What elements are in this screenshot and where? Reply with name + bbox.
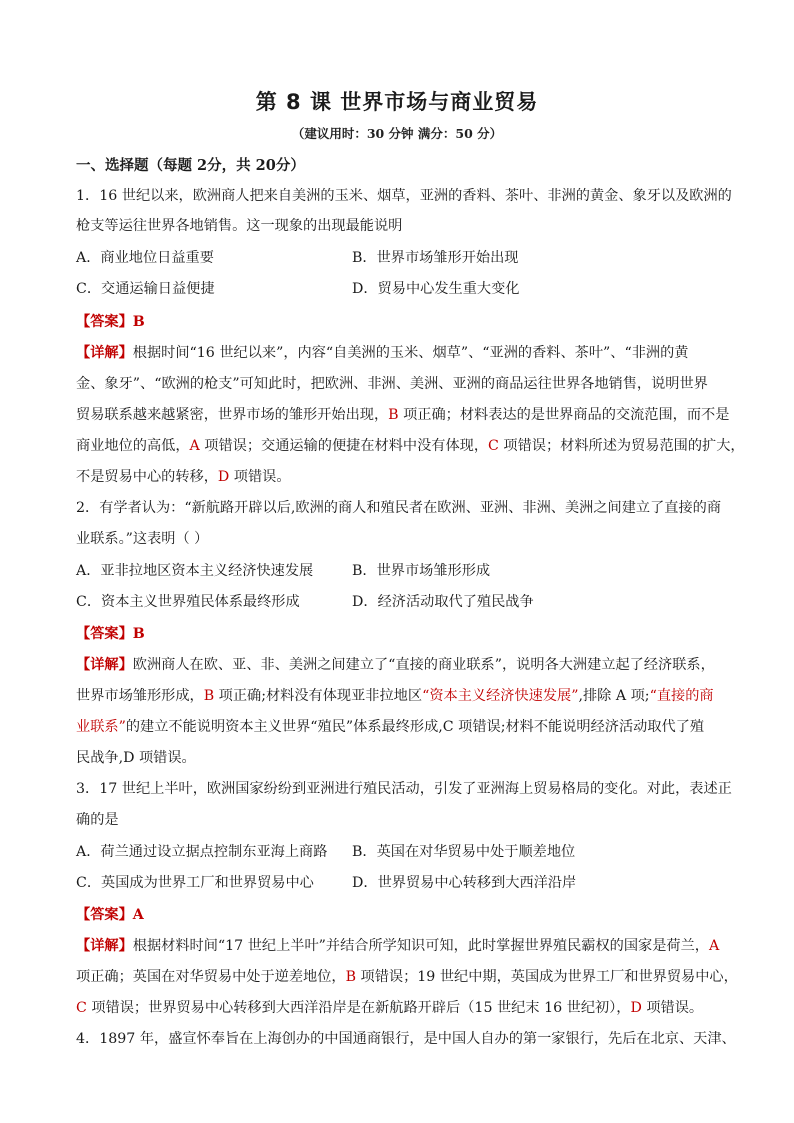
q1-stem-line-2: 枪支等运往世界各地销售。这一现象的出现最能说明: [76, 218, 403, 234]
q2-stem-line-1: 2．有学者认为：“新航路开辟以后,欧洲的商人和殖民者在欧洲、亚洲、非洲、美洲之间建立了直接的商: [76, 500, 722, 516]
q4-stem-line-1: 4．1897 年，盛宣怀奉旨在上海创办的中国通商银行，是中国人自办的第一家银行，先后在北京、天津、: [76, 1031, 736, 1047]
q3-answer: [76, 905, 144, 925]
q2-detail-line-1: 【详解】欧洲商人在欧、亚、非、美洲之间建立了“直接的商业联系”，说明各大洲建立起了经济联系，: [76, 657, 715, 673]
q2-option-c: C．资本主义世界殖民体系最终形成: [76, 594, 300, 610]
q3-detail-line-1: 【详解】根据材料时间“17 世纪上半叶”并结合所学知识可知，此时掌握世界殖民霸权的国家是荷兰，A: [76, 938, 720, 954]
q2-detail-line-4: 民战争,D 项错误。: [76, 750, 196, 766]
q3-stem-line-2: 确的是: [76, 812, 119, 828]
q3-option-c: C．英国成为世界工厂和世界贸易中心: [76, 875, 314, 891]
q1-option-a: A．商业地位日益重要: [76, 250, 214, 266]
q2-option-b: B．世界市场雏形形成: [352, 563, 491, 579]
section-heading: 一、选择题（每题 2分，共 20分）: [76, 157, 305, 174]
q1-answer: [76, 312, 145, 332]
q3-option-a: A．荷兰通过设立据点控制东亚海上商路: [76, 844, 328, 860]
q1-detail-line-2: 金、象牙”、“欧洲的枪支”可知此时，把欧洲、非洲、美洲、亚洲的商品运往世界各地销售，说明世界: [76, 376, 708, 392]
q2-answer: [76, 624, 145, 644]
q2-stem-line-2: 业联系。”这表明（ ）: [76, 531, 209, 547]
q1-answer-tag: 【答案】: [76, 314, 133, 330]
q3-answer-tag: 【答案】: [76, 907, 133, 923]
q2-detail-tag: 【详解】: [76, 657, 133, 673]
lesson-title: 第 8 课 世界市场与商业贸易: [255, 90, 539, 114]
q1-option-d: D．贸易中心发生重大变化: [352, 281, 520, 297]
q1-detail-line-1: 【详解】根据时间“16 世纪以来”，内容“自美洲的玉米、烟草”、“亚洲的香料、茶叶”、“非洲的黄: [76, 345, 689, 361]
q1-detail-line-3: 贸易联系越来越紧密，世界市场的雏形开始出现，B 项正确；材料表达的是世界商品的交流范围，而不是: [76, 407, 730, 423]
q2-option-a: A．亚非拉地区资本主义经济快速发展: [76, 563, 314, 579]
q2-answer-tag: 【答案】: [76, 626, 133, 642]
q1-answer-value: B: [132, 314, 145, 330]
q2-answer-value: B: [132, 626, 145, 642]
q1-stem-line-1: 1．16 世纪以来，欧洲商人把来自美洲的玉米、烟草，亚洲的香料、茶叶、非洲的黄金、象牙以及欧洲的: [76, 188, 732, 204]
q1-detail-line-4: 商业地位的高低，A 项错误；交通运输的便捷在材料中没有体现，C 项错误；材料所述为贸易范围的扩大，: [76, 438, 745, 454]
q1-option-c: C．交通运输日益便捷: [76, 281, 215, 297]
q3-detail-line-3: C 项错误；世界贸易中心转移到大西洋沿岸是在新航路开辟后（15 世纪末 16 世纪初），D 项错误。: [76, 1000, 704, 1016]
q3-detail-line-2: 项正确；英国在对华贸易中处于逆差地位，B 项错误；19 世纪中期，英国成为世界工厂和世界贸易中心，: [76, 969, 738, 985]
lesson-subtitle: （建议用时：30 分钟 满分：50 分）: [291, 126, 503, 141]
q3-answer-value: A: [132, 907, 144, 923]
q1-detail-line-5: 不是贸易中心的转移，D 项错误。: [76, 469, 291, 485]
q2-option-d: D．经济活动取代了殖民战争: [352, 594, 534, 610]
q3-option-b: B．英国在对华贸易中处于顺差地位: [352, 844, 576, 860]
q3-stem-line-1: 3．17 世纪上半叶，欧洲国家纷纷到亚洲进行殖民活动，引发了亚洲海上贸易格局的变化。对此，表述正: [76, 781, 732, 797]
q3-detail-tag: 【详解】: [76, 938, 133, 954]
q2-detail-line-3: 业联系”的建立不能说明资本主义世界“殖民”体系最终形成,C 项错误;材料不能说明经济活动取代了殖: [76, 719, 705, 735]
q1-option-b: B．世界市场雏形开始出现: [352, 250, 519, 266]
q2-detail-line-2: 世界市场雏形形成，B 项正确;材料没有体现亚非拉地区“资本主义经济快速发展”,排除 A 项;“直接的商: [76, 688, 714, 704]
q1-detail-tag: 【详解】: [76, 345, 133, 361]
q3-option-d: D．世界贸易中心转移到大西洋沿岸: [352, 875, 577, 891]
